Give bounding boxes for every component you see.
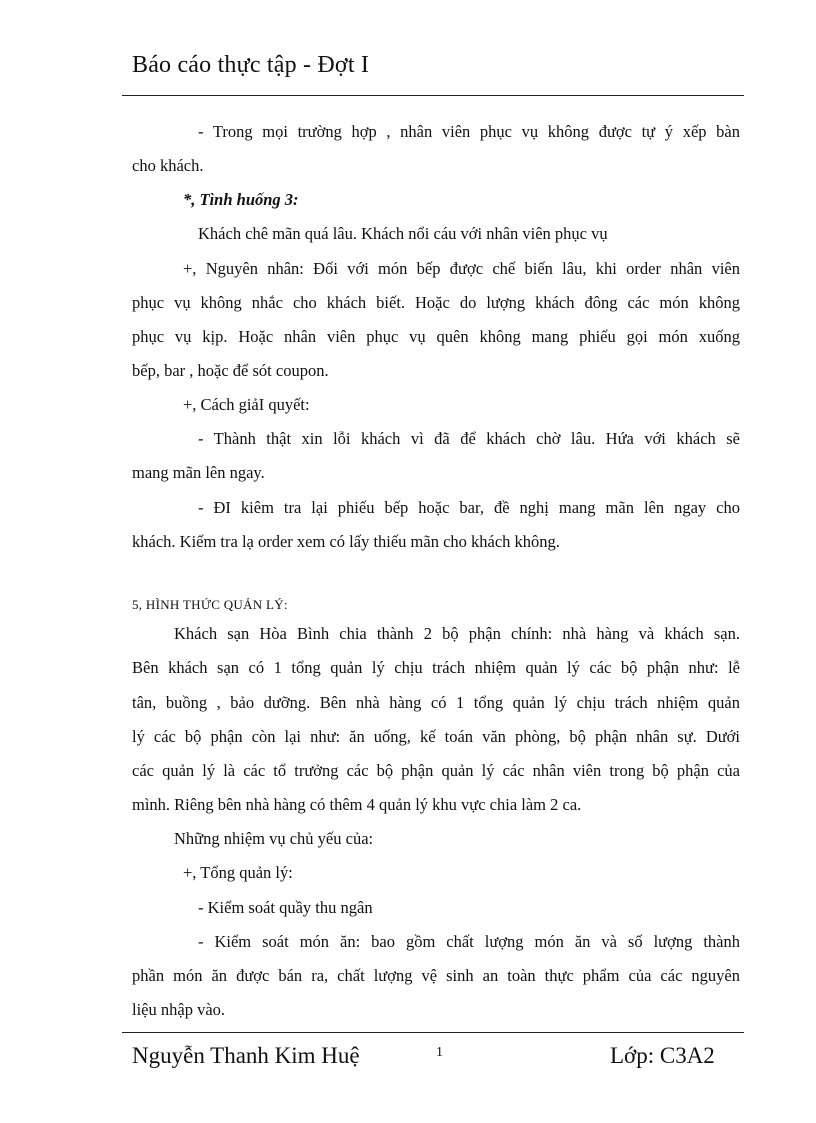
header-title: Báo cáo thực tập - Đợt I [132,52,370,78]
text-line: - ĐI kiêm tra lại phiếu bếp hoặc bar, đề nghị mang mãn lên ngay cho [198,498,740,517]
situation-heading: *, Tình huống 3: [183,190,299,209]
text-line: - Kiểm soát món ăn: bao gồm chất lượng món ăn và số lượng thành [198,932,740,951]
text-line: liệu nhập vào. [132,1000,226,1019]
text-line: các quản lý là các tổ trưởng các bộ phận quản lý các nhân viên trong bộ phận của [132,761,740,780]
text-line: - Kiểm soát quầy thu ngân [198,898,373,917]
header-rule [122,95,744,96]
text-line: - Trong mọi trường hợp , nhân viên phục vụ không được tự ý xếp bàn [198,122,740,141]
text-line: cho khách. [132,156,204,175]
text-line: Bên khách sạn có 1 tổng quản lý chịu trách nhiệm quản lý các bộ phận như: lễ [132,658,740,677]
text-line: phục vụ không nhắc cho khách biết. Hoặc do lượng khách đông các món không [132,293,740,312]
text-line: Những nhiệm vụ chủ yếu của: [174,829,374,848]
text-line: mình. Riêng bên nhà hàng có thêm 4 quản lý khu vực chia làm 2 ca. [132,795,582,814]
footer-class: Lớp: C3A2 [610,1043,715,1068]
text-line: +, Cách giảI quyết: [183,395,310,414]
footer-author: Nguyễn Thanh Kim Huệ [132,1043,360,1068]
text-line: mang mãn lên ngay. [132,463,265,482]
text-line: +, Nguyên nhân: Đối với món bếp được chế biến lâu, khi order nhân viên [183,259,740,278]
text-line: bếp, bar , hoặc để sót coupon. [132,361,329,380]
text-line: Khách sạn Hòa Bình chia thành 2 bộ phận chính: nhà hàng và khách sạn. [174,624,740,643]
text-line: tân, buồng , bảo dưỡng. Bên nhà hàng có 1 tổng quản lý chịu trách nhiệm quản [132,693,740,712]
text-line: phục vụ kịp. Hoặc nhân viên phục vụ quên không mang phiếu gọi món xuống [132,327,740,346]
footer-rule [122,1032,744,1033]
text-line: +, Tổng quản lý: [183,863,293,882]
text-line: Khách chê mãn quá lâu. Khách nổi cáu với nhân viên phục vụ [198,224,608,243]
text-line: phần món ăn được bán ra, chất lượng vệ sinh an toàn thực phẩm của các nguyên [132,966,740,985]
text-line: lý các bộ phận còn lại như: ăn uống, kế toán văn phòng, bộ phận nhân sự. Dưới [132,727,740,746]
section-heading: 5, HÌNH THỨC QUẢN LÝ: [132,597,288,612]
text-line: - Thành thật xin lỗi khách vì đã để khách chờ lâu. Hứa với khách sẽ [198,429,740,448]
page-number: 1 [436,1045,443,1060]
text-line: khách. Kiểm tra lạ order xem có lấy thiếu mãn cho khách không. [132,532,560,551]
